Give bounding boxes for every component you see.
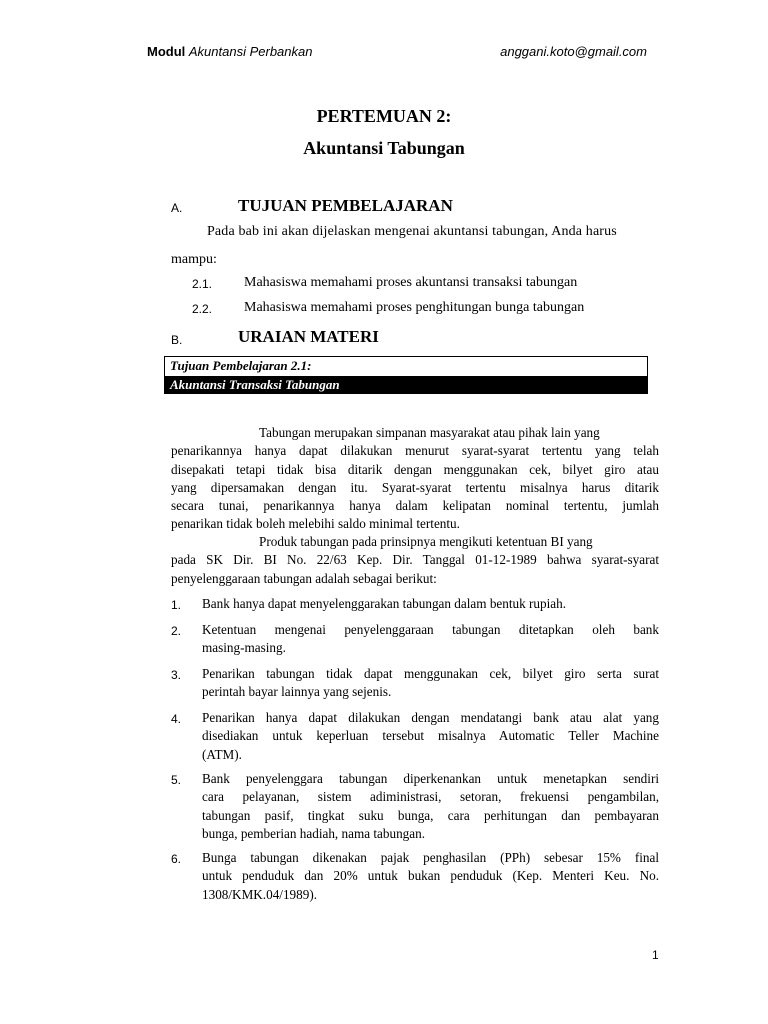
objective-text: Mahasiswa memahami proses penghitungan bunga tabungan xyxy=(244,300,585,315)
objective-text: Mahasiswa memahami proses akuntansi transaksi tabungan xyxy=(244,275,578,290)
list-number: 5. xyxy=(171,773,182,787)
list-line: 1308/KMK.04/1989). xyxy=(202,886,318,902)
section-b-letter: B. xyxy=(171,333,183,347)
paragraph-regulation xyxy=(171,533,659,588)
intro-line: Pada bab ini akan dijelaskan mengenai akuntansi tabungan, Anda harus xyxy=(207,224,617,239)
objective-number: 2.2. xyxy=(192,302,213,316)
list-number: 2. xyxy=(171,624,182,638)
list-number: 1. xyxy=(171,598,182,612)
section-b-heading: URAIAN MATERI xyxy=(238,327,379,346)
page-title: PERTEMUAN 2: xyxy=(316,106,452,126)
list-line: perintah bayar lainnya yang sejenis. xyxy=(202,684,392,700)
list-line: Bunga tabungan dikenakan pajak penghasilan (PPh) sebesar 15% final xyxy=(202,850,659,865)
list-line: Bank hanya dapat menyelenggarakan tabungan dalam bentuk rupiah. xyxy=(202,596,566,611)
list-line: untuk penduduk dan 20% untuk bukan penduduk (Kep. Menteri Keu. No. xyxy=(202,868,659,884)
list-number: 6. xyxy=(171,852,182,866)
paragraph-line: yang dipersamakan dengan itu. Syarat-syarat tertentu misalnya harus ditarik xyxy=(171,479,659,495)
list-number: 4. xyxy=(171,712,182,726)
header-module-title: Modul Akuntansi Perbankan xyxy=(147,44,313,59)
list-line: masing-masing. xyxy=(202,640,286,656)
paragraph-line: Produk tabungan pada prinsipnya mengikuti ketentuan BI yang xyxy=(259,534,593,549)
list-line: cara pelayanan, sistem adiministrasi, setoran, frekuensi pengambilan, xyxy=(202,789,659,805)
list-line: bunga, pemberian hadiah, nama tabungan. xyxy=(202,825,426,841)
paragraph-line: penyelenggaraan tabungan adalah sebagai berikut: xyxy=(171,570,437,586)
paragraph-line: disepakati tetapi tidak bisa ditarik dengan menggunakan cek, bilyet giro atau xyxy=(171,461,659,477)
page-subtitle: Akuntansi Tabungan xyxy=(303,138,465,158)
paragraph-line: pada SK Dir. BI No. 22/63 Kep. Dir. Tanggal 01-12-1989 bahwa syarat-syarat xyxy=(171,552,659,568)
learning-objective-box xyxy=(164,356,648,394)
list-number: 3. xyxy=(171,668,182,682)
list-line: Penarikan hanya dapat dilakukan dengan mendatangi bank atau alat yang xyxy=(202,710,659,725)
paragraph-line: Tabungan merupakan simpanan masyarakat atau pihak lain yang xyxy=(259,425,600,440)
list-line: Ketentuan mengenai penyelenggaraan tabungan ditetapkan oleh bank xyxy=(202,622,659,637)
box-objective-topic: Akuntansi Transaksi Tabungan xyxy=(165,376,647,394)
paragraph-line: secara tunai, penarikannya hanya dalam kelipatan nominal tertentu, jumlah xyxy=(171,498,659,514)
list-line: (ATM). xyxy=(202,746,242,762)
objective-number: 2.1. xyxy=(192,277,213,291)
box-objective-label: Tujuan Pembelajaran 2.1: xyxy=(170,358,312,373)
intro-line: mampu: xyxy=(171,252,217,267)
header-email: anggani.koto@gmail.com xyxy=(500,44,647,59)
list-line: Penarikan tabungan tidak dapat menggunakan cek, bilyet giro serta surat xyxy=(202,666,659,681)
section-a-letter: A. xyxy=(171,201,183,215)
list-line: tabungan pasif, tingkat suku bunga, cara perhitungan dan pembayaran xyxy=(202,807,659,823)
section-a-heading: TUJUAN PEMBELAJARAN xyxy=(238,196,453,215)
paragraph-line: penarikannya hanya dapat dilakukan menurut syarat-syarat tertentu yang telah xyxy=(171,443,659,459)
list-line: disediakan untuk keperluan tersebut misalnya Automatic Teller Machine xyxy=(202,728,659,744)
list-line: Bank penyelenggara tabungan diperkenankan untuk menetapkan sendiri xyxy=(202,771,659,786)
paragraph-line: penarikan tidak boleh melebihi saldo minimal tertentu. xyxy=(171,516,460,532)
page-header xyxy=(147,44,647,62)
paragraph-definition xyxy=(171,424,659,534)
page-number: 1 xyxy=(652,948,659,962)
